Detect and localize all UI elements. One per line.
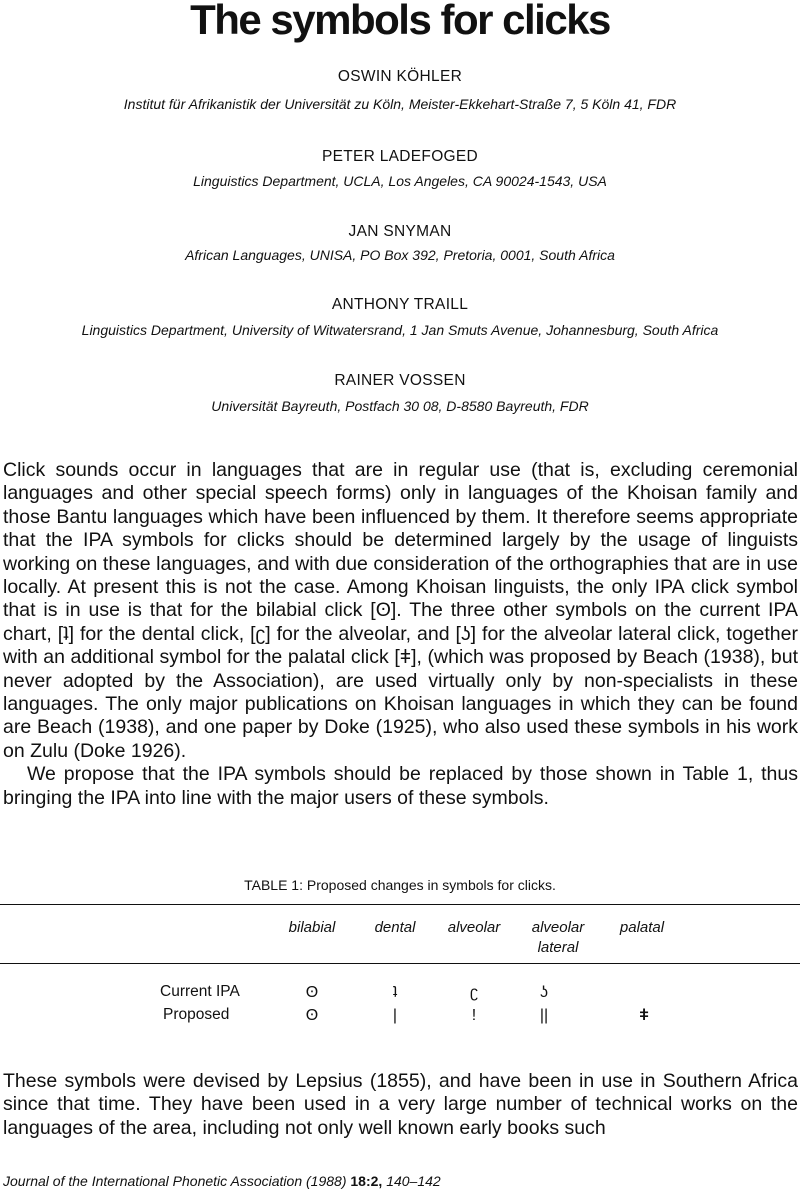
journal-pages: 140–142 bbox=[386, 1173, 441, 1189]
table-cell: ʘ bbox=[305, 984, 319, 1001]
column-header: dental bbox=[374, 919, 416, 936]
author-affiliation: Linguistics Department, University of Witwatersrand, 1 Jan Smuts Avenue, Johannesburg, South Africa bbox=[81, 322, 719, 338]
author-name: PETER LADEFOGED bbox=[321, 148, 479, 165]
table-top-rule bbox=[0, 904, 800, 905]
author-affiliation: Linguistics Department, UCLA, Los Angeles, CA 90024-1543, USA bbox=[193, 173, 607, 189]
table-cell: ʖ bbox=[540, 984, 548, 1001]
row-label: Proposed bbox=[163, 1006, 230, 1023]
paragraph: These symbols were devised by Lepsius (1855), and have been in use in Southern Africa since that time. They have been used in a very large number of technical works on the languages of the area, including not only well known early books such bbox=[3, 1070, 798, 1139]
journal-volume: 18:2, bbox=[350, 1173, 383, 1189]
author-affiliation: Universität Bayreuth, Postfach 30 08, D-8580 Bayreuth, FDR bbox=[211, 398, 589, 414]
author-name: OSWIN KÖHLER bbox=[337, 68, 463, 85]
table-cell: ʘ bbox=[305, 1007, 319, 1024]
table-header-rule bbox=[0, 963, 800, 964]
table-cell: ǂ bbox=[639, 1007, 649, 1024]
column-header: alveolar lateral bbox=[531, 919, 585, 956]
column-header: palatal bbox=[619, 919, 665, 936]
column-header: alveolar bbox=[447, 919, 501, 936]
body-text-bottom bbox=[3, 1070, 798, 1140]
row-label: Current IPA bbox=[160, 983, 240, 1000]
article-title: The symbols for clicks bbox=[190, 0, 610, 43]
table-cell: ! bbox=[471, 1007, 477, 1024]
journal-year: (1988) bbox=[306, 1173, 347, 1189]
table-cell: || bbox=[539, 1007, 549, 1024]
table-cell: ʗ bbox=[470, 984, 478, 1001]
author-name: RAINER VOSSEN bbox=[334, 372, 466, 389]
column-header: bilabial bbox=[288, 919, 336, 936]
journal-footer bbox=[3, 1173, 441, 1189]
journal-name: Journal of the International Phonetic Association bbox=[3, 1173, 303, 1189]
table-cell: ʇ bbox=[392, 984, 398, 1001]
paragraph: Click sounds occur in languages that are in regular use (that is, excluding ceremonial languages and other special speech forms) only in languages of the Khoisan family and those Bantu languages which have been influenced by them. It therefore seems appropriate that the IPA symbols for clicks should be determined largely by the usage of linguists working on these languages, and with due consideration of the orthographies that are in use locally. At present this is not the case. Among Khoisan linguists, the only IPA click symbol that is in use is that for the bilabial click [ʘ]. The three other symbols on the current IPA chart, [ʇ] for the dental click, [ʗ] for the alveolar, and [ʖ] for the alveolar lateral click, together with an additional symbol for the palatal click [ǂ], (which was proposed by Beach (1938), but never adopted by the Association), are used virtually only by non-specialists in these languages. The only major publications on Khoisan languages in which they can be found are Beach (1938), and one paper by Doke (1925), who also used these symbols in his work on Zulu (Doke 1926). bbox=[3, 459, 798, 762]
paragraph: We propose that the IPA symbols should be replaced by those shown in Table 1, thus bringing the IPA into line with the major users of these symbols. bbox=[3, 763, 798, 809]
body-text-top bbox=[3, 459, 798, 810]
table-caption: TABLE 1: Proposed changes in symbols for clicks. bbox=[244, 877, 556, 893]
table-cell: | bbox=[392, 1007, 398, 1024]
author-name: ANTHONY TRAILL bbox=[331, 296, 469, 313]
author-affiliation: African Languages, UNISA, PO Box 392, Pretoria, 0001, South Africa bbox=[185, 247, 615, 263]
author-affiliation: Institut für Afrikanistik der Universität zu Köln, Meister-Ekkehart-Straße 7, 5 Köln 41, FDR bbox=[123, 96, 677, 112]
author-name: JAN SNYMAN bbox=[348, 223, 452, 240]
